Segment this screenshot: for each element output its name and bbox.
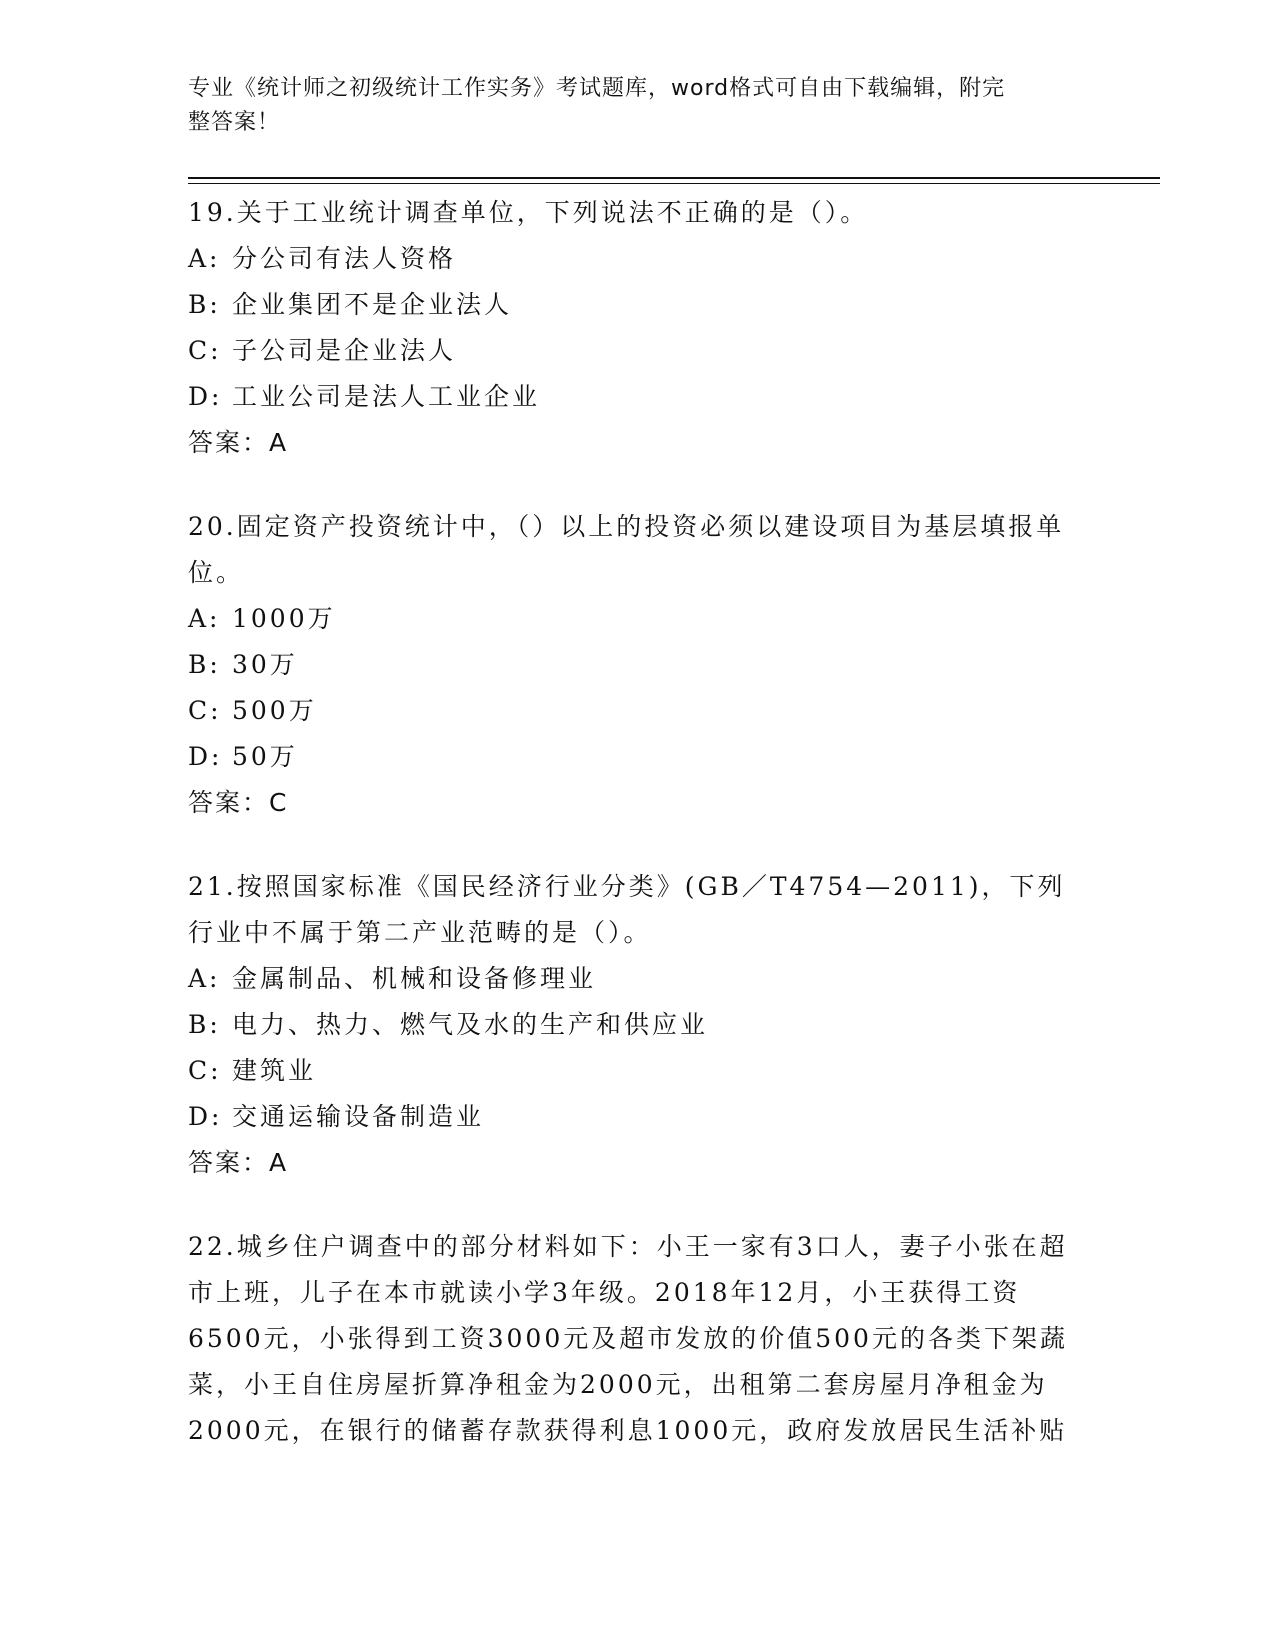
question-20	[188, 504, 1088, 826]
option-letter: C:	[188, 336, 222, 365]
answer-line: 答案：A	[188, 1148, 289, 1177]
header-divider-thin	[188, 183, 1160, 184]
question-stem: 22.城乡住户调查中的部分材料如下：小王一家有3口人，妻子小张在超市上班，儿子在本市就读小学3年级。2018年12月，小王获得工资6500元，小张得到工资3000元及超市发放的价值500元的各类下架蔬菜，小王自住房屋折算净租金为2000元，出租第二套房屋月净租金为2000元，在银行的储蓄存款获得利息1000元，政府发放居民生活补贴	[188, 1232, 1068, 1445]
option-letter: C:	[188, 1056, 222, 1085]
question-19	[188, 190, 1088, 466]
option-b	[188, 642, 1088, 688]
option-text: 金属制品、机械和设备修理业	[232, 964, 597, 993]
option-letter: D:	[188, 742, 223, 771]
question-stem: 19.关于工业统计调查单位，下列说法不正确的是（）。	[188, 198, 869, 227]
option-text: 30万	[232, 650, 298, 679]
option-text: 交通运输设备制造业	[232, 1102, 485, 1131]
question-21	[188, 864, 1088, 1186]
option-text: 500万	[232, 696, 317, 725]
option-d	[188, 374, 1088, 420]
option-letter: C:	[188, 696, 222, 725]
option-b	[188, 1002, 1088, 1048]
question-22	[188, 1224, 1088, 1454]
option-c	[188, 328, 1088, 374]
option-text: 建筑业	[232, 1056, 317, 1085]
option-d	[188, 734, 1088, 780]
option-text: 电力、热力、燃气及水的生产和供应业	[232, 1010, 709, 1039]
option-text: 工业公司是法人工业企业	[232, 382, 541, 411]
option-a	[188, 956, 1088, 1002]
question-stem: 21.按照国家标准《国民经济行业分类》(GB／T4754—2011)，下列行业中不属于第二产业范畴的是（）。	[188, 872, 1066, 947]
question-list	[188, 190, 1088, 1492]
header-line-2: 整答案！	[188, 110, 281, 135]
document-header	[188, 72, 1068, 140]
option-a	[188, 236, 1088, 282]
option-letter: B:	[188, 1010, 221, 1039]
option-letter: A:	[188, 244, 221, 273]
header-line-1: 专业《统计师之初级统计工作实务》考试题库，word格式可自由下载编辑，附完	[188, 76, 1006, 101]
option-text: 分公司有法人资格	[232, 244, 457, 273]
option-text: 50万	[232, 742, 298, 771]
option-letter: B:	[188, 650, 221, 679]
option-c	[188, 688, 1088, 734]
option-c	[188, 1048, 1088, 1094]
option-a	[188, 596, 1088, 642]
option-letter: D:	[188, 382, 223, 411]
option-d	[188, 1094, 1088, 1140]
option-letter: A:	[188, 964, 221, 993]
answer-line: 答案：C	[188, 788, 289, 817]
option-letter: A:	[188, 604, 221, 633]
option-letter: B:	[188, 290, 221, 319]
option-text: 1000万	[232, 604, 336, 633]
option-b	[188, 282, 1088, 328]
question-stem: 20.固定资产投资统计中，（）以上的投资必须以建设项目为基层填报单位。	[188, 512, 1065, 587]
answer-line: 答案：A	[188, 428, 289, 457]
option-text: 子公司是企业法人	[232, 336, 457, 365]
header-divider-thick	[188, 177, 1160, 179]
option-text: 企业集团不是企业法人	[232, 290, 513, 319]
option-letter: D:	[188, 1102, 223, 1131]
